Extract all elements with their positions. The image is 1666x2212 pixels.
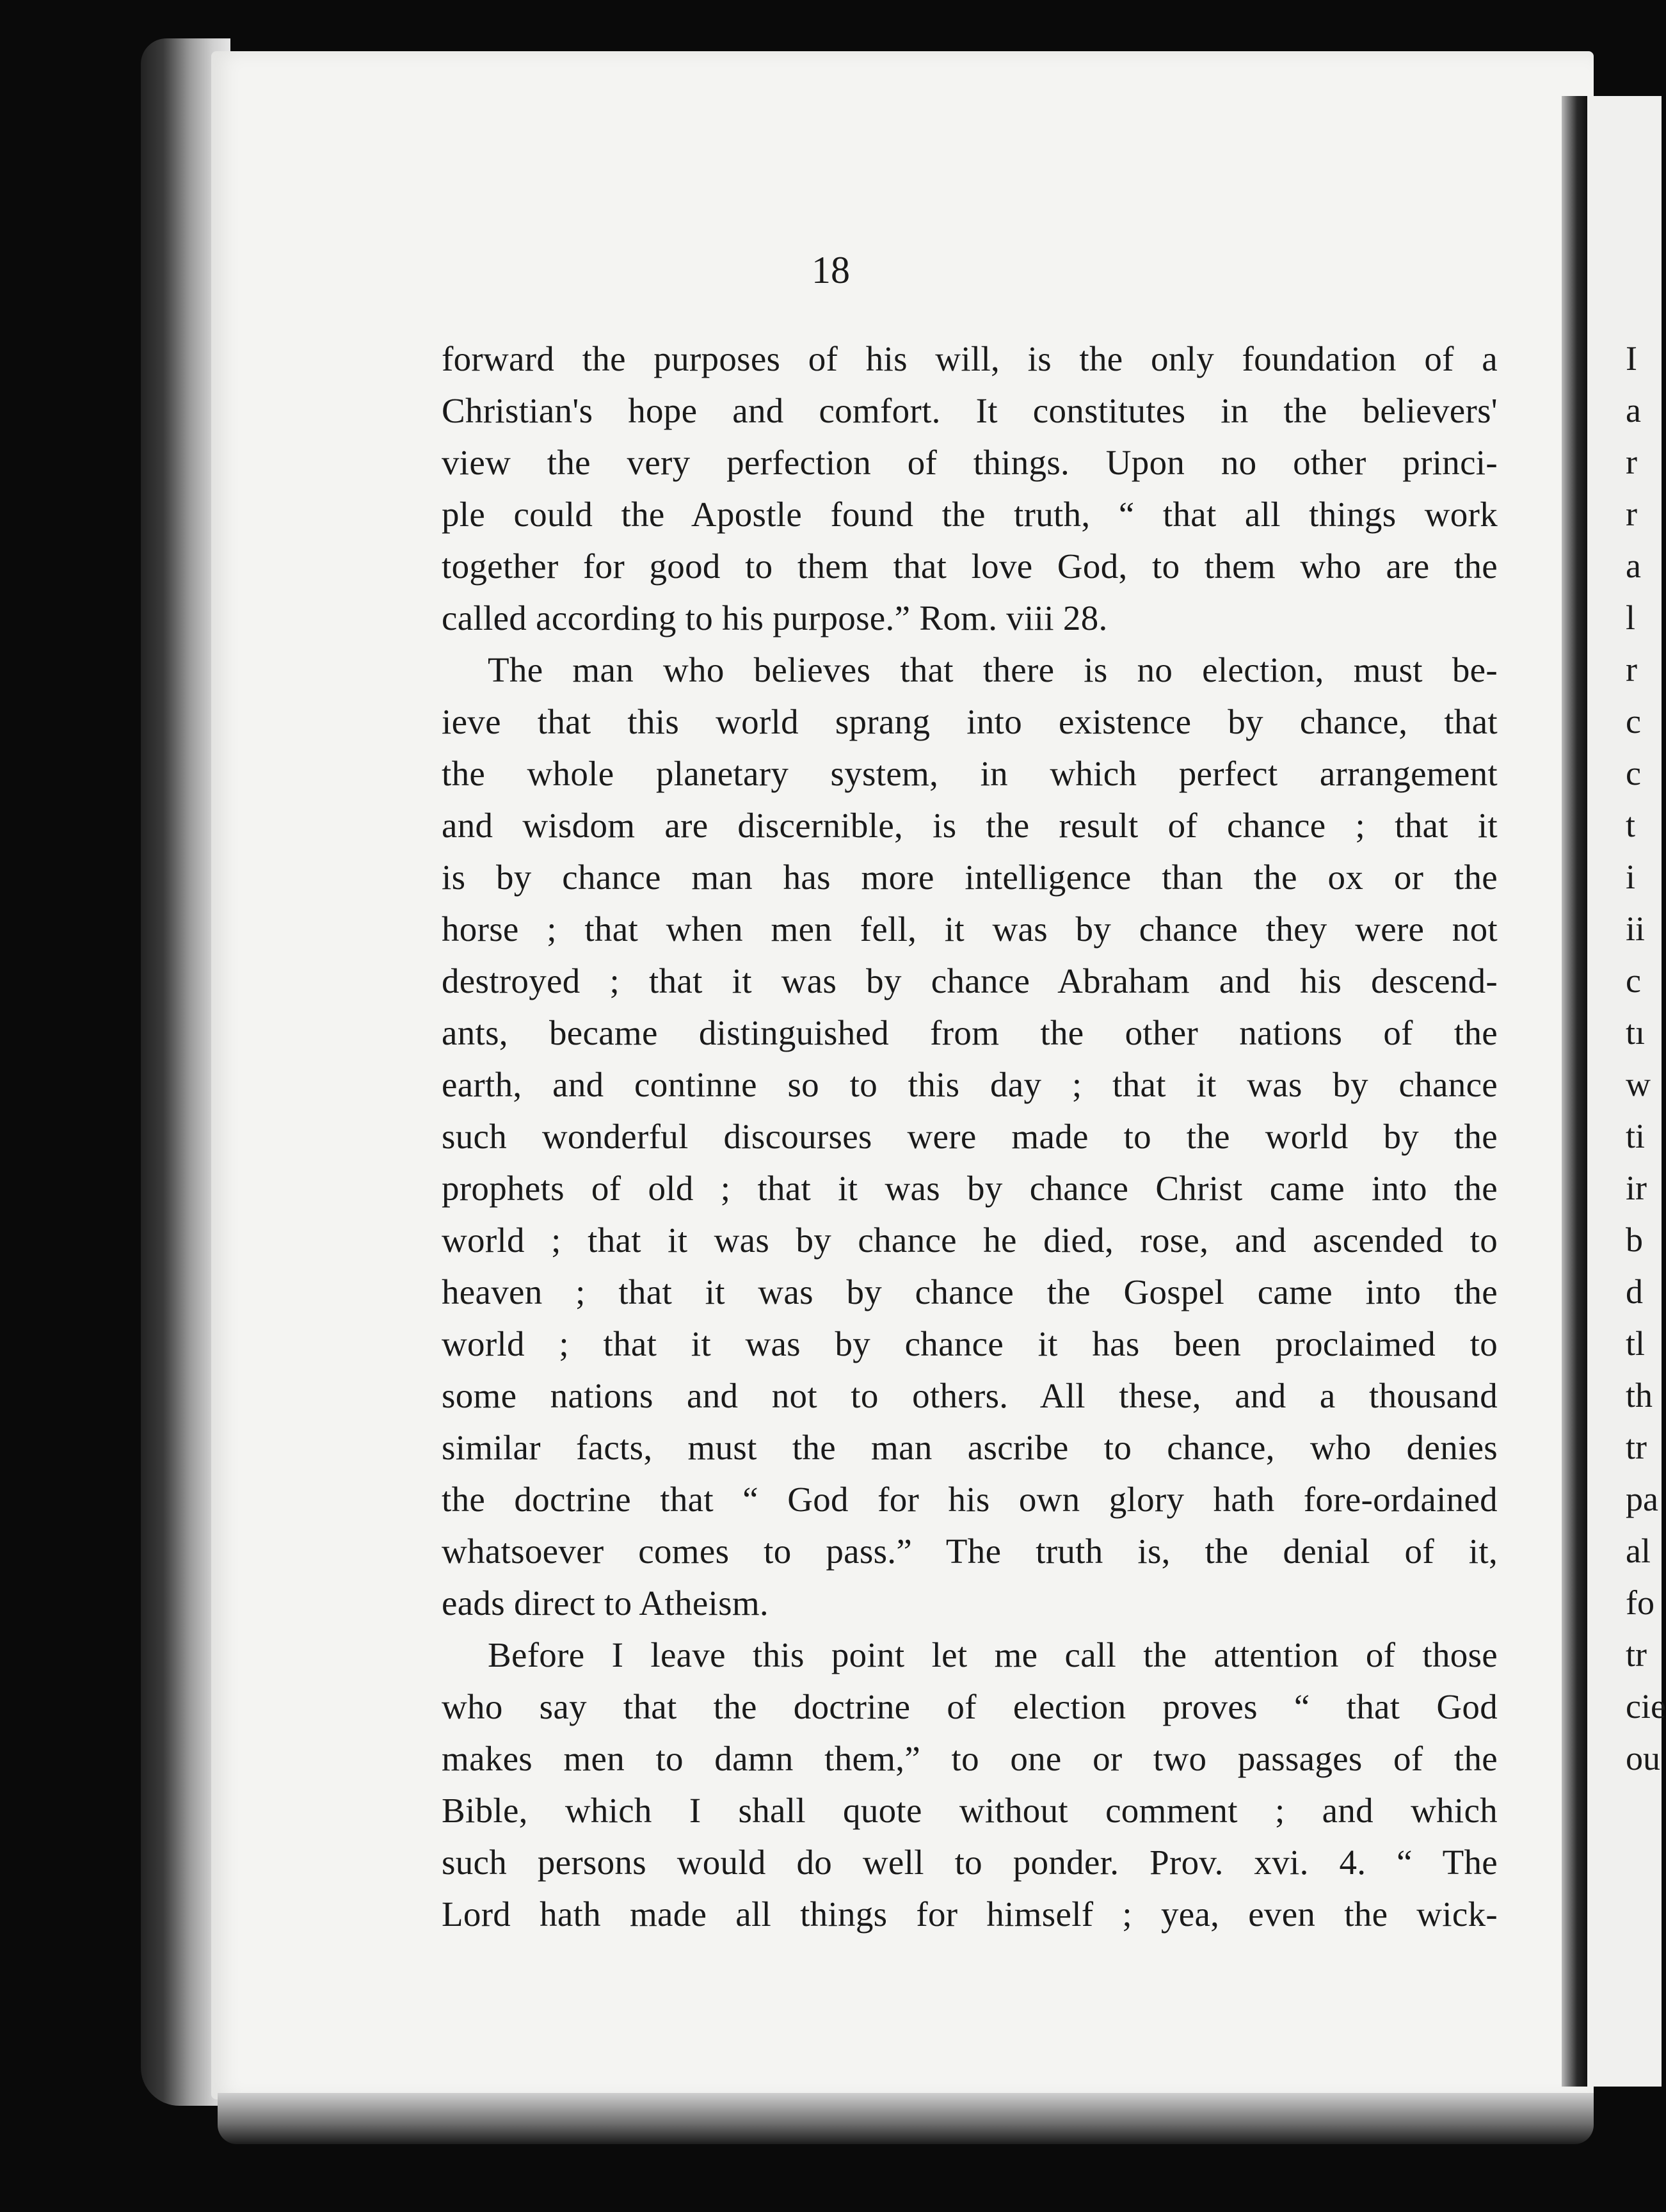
body-text [442,333,1498,1940]
text-line: eads direct to Atheism. [442,1583,769,1623]
facing-page-fragment: ti [1626,1117,1646,1155]
text-line: ieve that this world sprang into existence by chance, that [442,702,1498,741]
facing-page-fragment: tr [1626,1635,1647,1674]
text-line: Bible, which I shall quote without comment ; and which [442,1791,1498,1830]
text-line: similar facts, must the man ascribe to chance, who denies [442,1428,1498,1467]
facing-page-fragment: i [1626,858,1636,896]
facing-page-fragment: fo [1626,1583,1654,1622]
page-number: 18 [812,249,850,291]
text-line: Lord hath made all things for himself ; yea, even the wick- [442,1895,1498,1934]
text-line: makes men to damn them,” to one or two passages of the [442,1739,1498,1778]
text-line: some nations and not to others. All these, and a thousand [442,1376,1498,1415]
facing-page-fragment: r [1626,443,1637,481]
facing-page-fragment: al [1626,1532,1651,1570]
text-line: together for good to them that love God, to them who are the [442,547,1498,586]
facing-page-fragment: c [1626,702,1641,741]
facing-page-fragment: ii [1626,910,1646,948]
text-line: called according to his purpose.” Rom. viii 28. [442,598,1108,637]
text-line: the doctrine that “ God for his own glory hath fore-ordained [442,1480,1498,1519]
facing-page-fragment: d [1626,1272,1643,1311]
text-line: destroyed ; that it was by chance Abraham and his descend- [442,961,1498,1000]
text-line: who say that the doctrine of election proves “ that God [442,1687,1498,1726]
text-line: such persons would do well to ponder. Prov. xvi. 4. “ The [442,1843,1498,1882]
facing-page-fragment: a [1626,391,1641,429]
text-line: world ; that it was by chance it has been proclaimed to [442,1324,1498,1363]
text-line: Before I leave this point let me call the attention of those [488,1635,1498,1674]
facing-page-fragment: t [1626,806,1636,844]
text-line: prophets of old ; that it was by chance Christ came into the [442,1169,1498,1208]
facing-page-fragment: tr [1626,1428,1647,1466]
facing-page-fragment: cie [1626,1687,1666,1726]
facing-page-fragment: r [1626,650,1637,689]
facing-page-fragment: ir [1626,1169,1647,1207]
text-line: heaven ; that it was by chance the Gospel came into the [442,1272,1498,1311]
text-line: the whole planetary system, in which perfect arrangement [442,754,1498,793]
text-line: earth, and continne so to this day ; that it was by chance [442,1065,1498,1104]
facing-page-fragment: a [1626,547,1641,585]
text-line: and wisdom are discernible, is the result of chance ; that it [442,806,1498,845]
facing-page-fragment: b [1626,1221,1643,1259]
text-line: The man who believes that there is no election, must be- [488,650,1498,689]
page-stack-bottom [218,2093,1594,2144]
text-line: view the very perfection of things. Upon no other princi- [442,443,1498,482]
facing-page-text-fragments [1626,333,1666,1784]
book-gutter [1562,96,1587,2087]
text-line: Christian's hope and comfort. It constitutes in the believers' [442,391,1498,430]
text-line: is by chance man has more intelligence than the ox or the [442,858,1498,897]
text-line: forward the purposes of his will, is the only foundation of a [442,339,1498,378]
text-line: whatsoever comes to pass.” The truth is, the denial of it, [442,1532,1498,1571]
facing-page-fragment: c [1626,961,1641,1000]
text-line: horse ; that when men fell, it was by chance they were not [442,910,1498,949]
facing-page-fragment: w [1626,1065,1651,1103]
facing-page-fragment: th [1626,1376,1653,1415]
facing-page-fragment: pa [1626,1480,1658,1518]
facing-page-fragment: tl [1626,1324,1646,1363]
facing-page-fragment: c [1626,754,1641,792]
facing-page-fragment: I [1626,339,1637,378]
facing-page-fragment: tı [1626,1013,1646,1052]
text-line: such wonderful discourses were made to the world by the [442,1117,1498,1156]
facing-page-fragment: r [1626,495,1637,533]
facing-page-fragment: ou [1626,1739,1660,1777]
text-line: ants, became distinguished from the other nations of the [442,1013,1498,1052]
text-line: world ; that it was by chance he died, rose, and ascended to [442,1221,1498,1260]
text-line: ple could the Apostle found the truth, “ that all things work [442,495,1498,534]
facing-page-fragment: l [1626,598,1636,637]
